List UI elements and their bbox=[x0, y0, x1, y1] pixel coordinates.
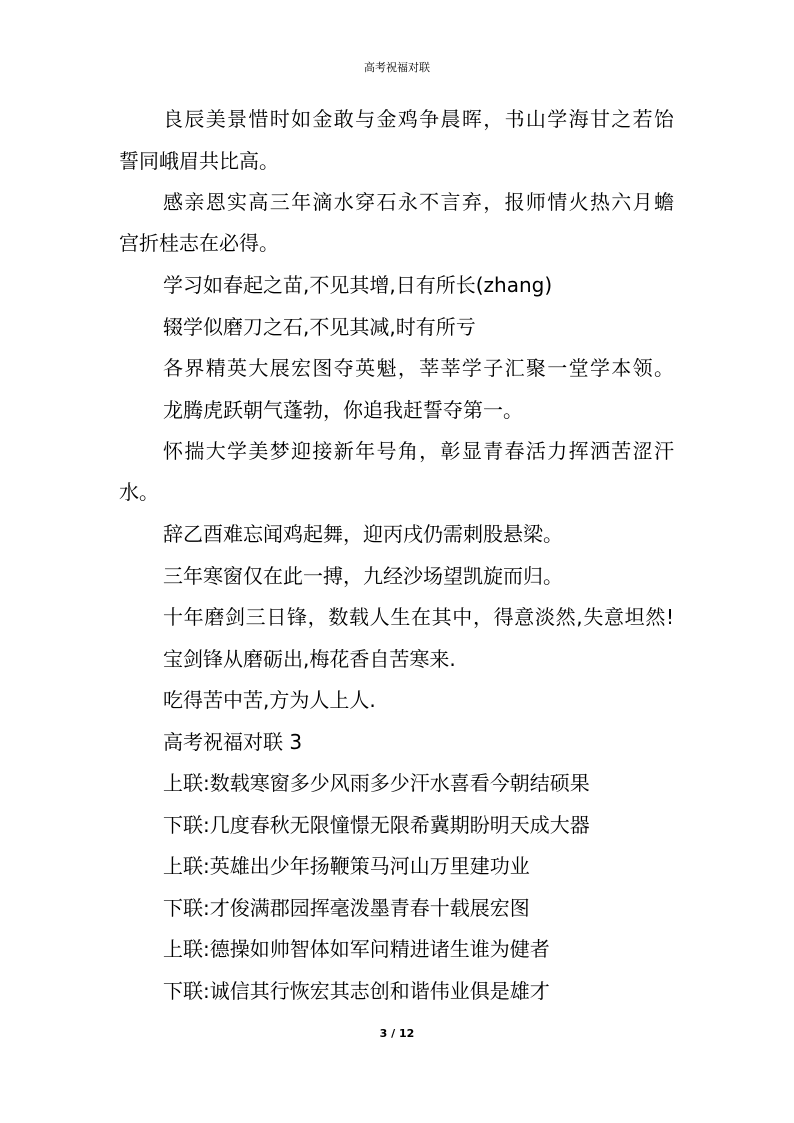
text-line: 上联:德操如帅智体如军问精进诸生谁为健者 bbox=[163, 937, 550, 961]
text-line: 宝剑锋从磨砺出,梅花香自苦寒来. bbox=[163, 647, 456, 671]
text-line: 龙腾虎跃朝气蓬勃，你追我赶誓夺第一。 bbox=[163, 398, 523, 422]
text-line: 宫折桂志在必得。 bbox=[119, 231, 279, 255]
text-line: 良辰美景惜时如金敢与金鸡争晨晖，书山学海甘之若饴 bbox=[163, 107, 674, 131]
page-header-title: 高考祝福对联 bbox=[364, 61, 430, 74]
text-line: 誓同峨眉共比高。 bbox=[119, 149, 279, 173]
text-line: 各界精英大展宏图夺英魁，莘莘学子汇聚一堂学本领。 bbox=[163, 356, 674, 380]
text-line: 下联:几度春秋无限憧憬无限希冀期盼明天成大器 bbox=[163, 813, 590, 837]
text-line: 三年寒窗仅在此一搏，九经沙场望凯旋而归。 bbox=[163, 564, 563, 588]
text-line: 辍学似磨刀之石,不见其减,时有所亏 bbox=[163, 315, 476, 339]
text-line: 学习如春起之苗,不见其增,日有所长(zhang) bbox=[163, 273, 553, 297]
text-line: 吃得苦中苦,方为人上人. bbox=[163, 688, 376, 712]
text-line: 十年磨剑三日锋，数载人生在其中，得意淡然,失意坦然! bbox=[163, 605, 674, 629]
text-line: 水。 bbox=[119, 480, 159, 504]
text-line: 下联:诚信其行恢宏其志创和谐伟业俱是雄才 bbox=[163, 979, 550, 1003]
text-line: 上联:数载寒窗多少风雨多少汗水喜看今朝结硕果 bbox=[163, 771, 590, 795]
text-line: 上联:英雄出少年扬鞭策马河山万里建功业 bbox=[163, 854, 530, 878]
text-line: 感亲恩实高三年滴水穿石永不言弃，报师情火热六月蟾 bbox=[163, 190, 674, 214]
section-heading: 高考祝福对联 3 bbox=[163, 730, 303, 754]
text-line: 下联:才俊满郡园挥毫泼墨青春十载展宏图 bbox=[163, 896, 530, 920]
text-line: 怀揣大学美梦迎接新年号角，彰显青春活力挥洒苦涩汗 bbox=[163, 439, 674, 463]
text-line: 辞乙酉难忘闻鸡起舞，迎丙戌仍需刺股悬梁。 bbox=[163, 522, 563, 546]
page-number: 3 / 12 bbox=[379, 1027, 415, 1040]
